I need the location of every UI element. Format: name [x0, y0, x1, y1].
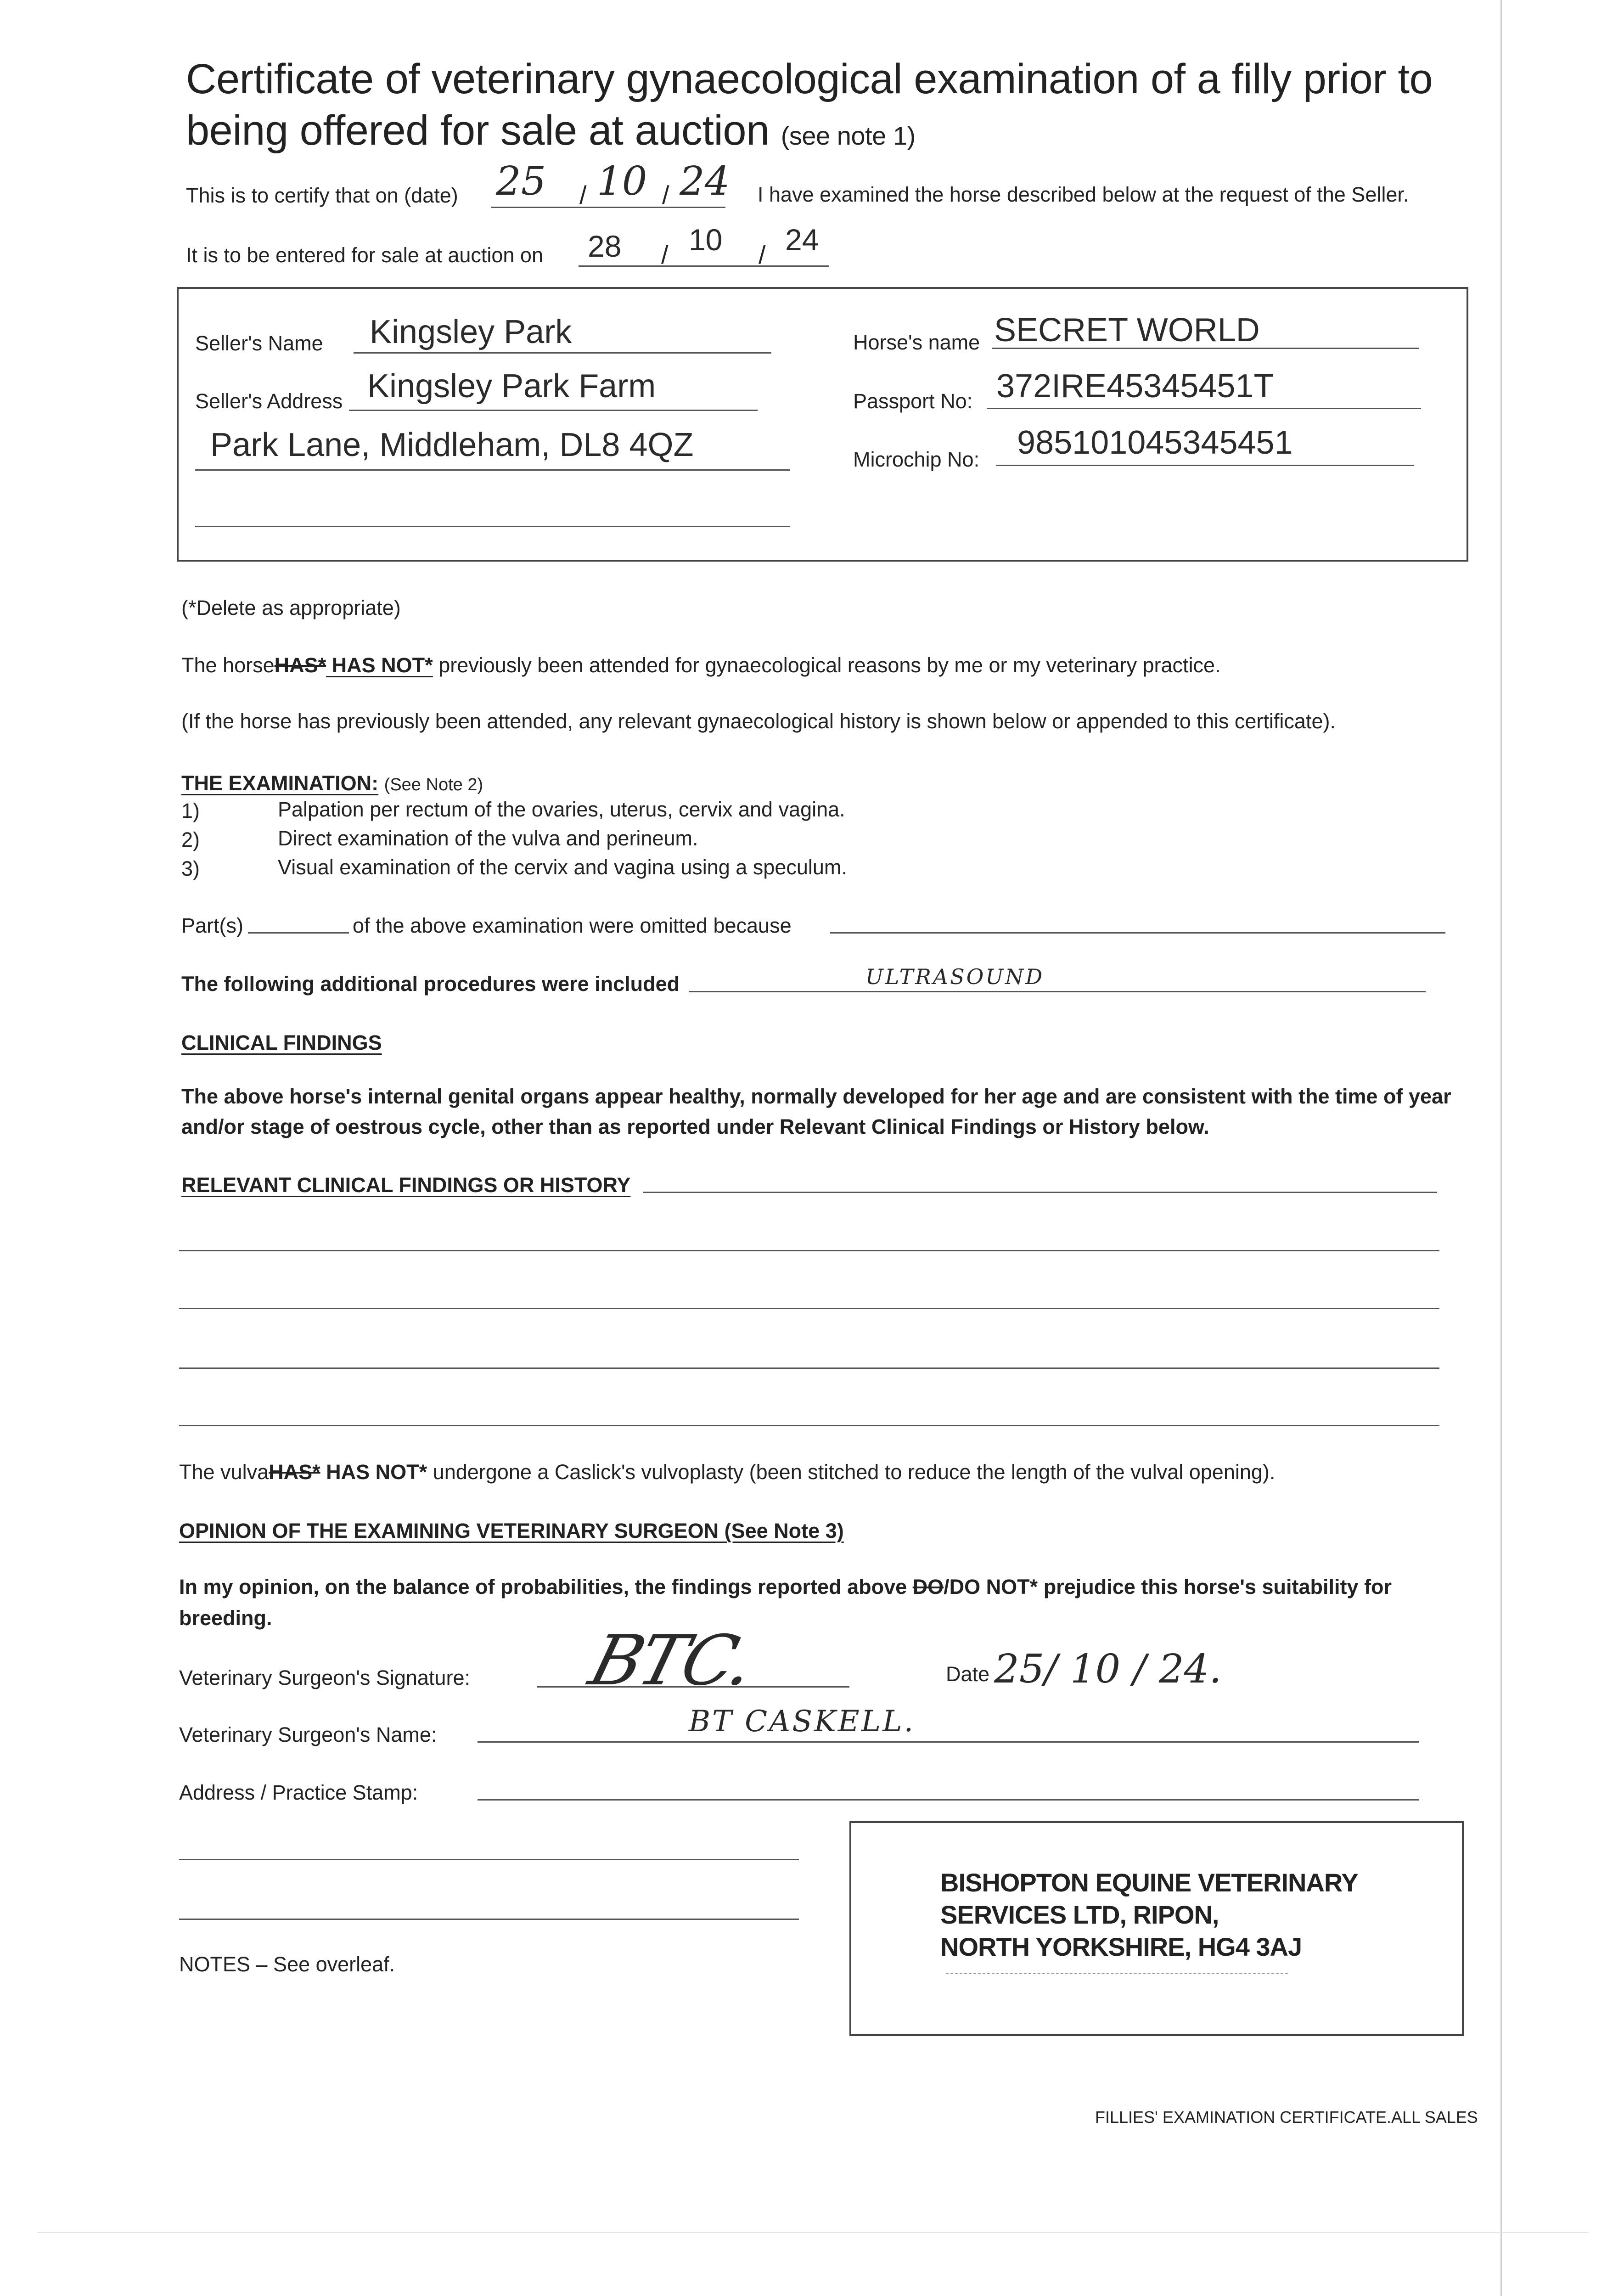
attended-has-not: HAS NOT* [332, 653, 433, 677]
passport-label: Passport No: [853, 389, 973, 413]
auction-month: 10 [689, 223, 723, 257]
relevant-line-4 [179, 1425, 1439, 1426]
relevant-line-2 [179, 1308, 1439, 1309]
seller-address-line-2-rule [195, 469, 790, 471]
stamp-line-3: NORTH YORKSHIRE, HG4 3AJ [940, 1932, 1302, 1961]
additional-line [689, 991, 1426, 992]
certify-month: 10 [597, 158, 647, 204]
opinion-do-struck: DO [912, 1575, 944, 1598]
omitted-prefix: Part(s) [181, 914, 243, 937]
certify-sep-2: / [662, 180, 669, 209]
opinion-prefix: In my opinion, on the balance of probabilities, the findings reported above [179, 1575, 907, 1598]
relevant-line-3 [179, 1367, 1439, 1369]
examination-heading: THE EXAMINATION: [181, 771, 379, 795]
relevant-heading: RELEVANT CLINICAL FINDINGS OR HISTORY [181, 1173, 631, 1197]
horse-name-line [992, 348, 1419, 349]
auction-day: 28 [588, 229, 622, 263]
exam-item-1-num: 1) [181, 799, 200, 822]
certify-suffix: I have examined the horse described below at the request of the Seller. [758, 183, 1409, 206]
exam-item-3-text: Visual examination of the cervix and vagina using a speculum. [278, 855, 847, 879]
seller-address-label: Seller's Address [195, 389, 343, 413]
exam-item-1-text: Palpation per rectum of the ovaries, uterus, cervix and vagina. [278, 798, 845, 821]
opinion-suffix: prejudice this horse's suitability for [1043, 1575, 1392, 1598]
vulva-has-not: HAS NOT* [326, 1460, 427, 1484]
seller-address-line-2: Park Lane, Middleham, DL8 4QZ [210, 427, 694, 463]
opinion-line-2: breeding. [179, 1606, 272, 1630]
title-line-2-text: being offered for sale at auction [186, 107, 770, 154]
additional-label: The following additional procedures were included [181, 972, 680, 996]
relevant-line-1 [179, 1250, 1439, 1251]
seller-name: Kingsley Park [370, 314, 572, 350]
scan-edge-right [1500, 0, 1502, 2296]
title-line-1: Certificate of veterinary gynaecological examination of a filly prior to [186, 56, 1433, 102]
footer: FILLIES' EXAMINATION CERTIFICATE.ALL SALES [1095, 2108, 1478, 2127]
certify-date-line [491, 207, 725, 208]
signature-date: 25/ 10 / 24. [994, 1646, 1222, 1692]
exam-item-2-text: Direct examination of the vulva and perineum. [278, 827, 698, 850]
auction-prefix: It is to be entered for sale at auction on [186, 243, 543, 267]
vet-name-line [478, 1741, 1419, 1743]
omitted-reason-line [830, 932, 1445, 934]
clinical-statement-1: The above horse's internal genital organs appear healthy, normally developed for her age and are consistent with the time of year [181, 1085, 1451, 1108]
vulva-line [179, 1460, 1275, 1484]
examination-heading-note: (See Note 2) [384, 775, 483, 794]
opinion-heading: OPINION OF THE EXAMINING VETERINARY SURGEON (See Note 3) [179, 1519, 844, 1542]
microchip-line [996, 465, 1414, 466]
history-note: (If the horse has previously been attended, any relevant gynaecological history is shown below or appended to this certificate). [181, 709, 1336, 733]
vet-name-label: Veterinary Surgeon's Name: [179, 1723, 437, 1746]
vulva-has-struck: HAS* [269, 1460, 320, 1484]
stamp-line-2: SERVICES LTD, RIPON, [940, 1900, 1219, 1929]
address-line-1 [478, 1799, 1419, 1801]
title-line-2 [186, 106, 916, 161]
auction-sep-2: / [759, 240, 766, 269]
seller-address-line-3-rule [195, 526, 790, 527]
passport-number: 372IRE45345451T [996, 368, 1274, 405]
auction-date-line [579, 265, 829, 267]
attended-line [181, 653, 1221, 677]
auction-sep-1: / [661, 240, 669, 269]
address-stamp-label: Address / Practice Stamp: [179, 1781, 418, 1804]
auction-year: 24 [785, 223, 819, 257]
microchip-number: 985101045345451 [1017, 424, 1293, 461]
seller-address-line-1: Kingsley Park Farm [367, 368, 656, 405]
clinical-statement-2: and/or stage of oestrous cycle, other than as reported under Relevant Clinical Findings or History below. [181, 1115, 1209, 1138]
vet-name-value: BT CASKELL. [689, 1705, 915, 1739]
vulva-prefix: The vulva [179, 1460, 269, 1484]
opinion-do-not: /DO NOT* [944, 1575, 1038, 1598]
opinion-line-1 [179, 1575, 1392, 1599]
examination-heading-row [181, 771, 483, 795]
scan-edge-bottom [37, 2232, 1589, 2233]
notes: NOTES – See overleaf. [179, 1953, 395, 1976]
passport-line [987, 408, 1421, 409]
exam-item-2-num: 2) [181, 828, 200, 851]
seller-name-label: Seller's Name [195, 332, 323, 355]
omitted-parts-line [248, 932, 349, 934]
certify-sep-1: / [579, 180, 587, 209]
seller-name-line [354, 352, 771, 354]
attended-prefix: The horse [181, 653, 275, 677]
title-note: (see note 1) [781, 121, 916, 150]
horse-name-label: Horse's name [853, 331, 980, 354]
vet-signature: BTC. [581, 1621, 761, 1701]
horse-name: SECRET WORLD [994, 312, 1260, 349]
omitted-middle: of the above examination were omitted because [353, 914, 792, 937]
certify-prefix: This is to certify that on (date) [186, 184, 458, 207]
vulva-suffix: undergone a Caslick's vulvoplasty (been stitched to reduce the length of the vulval opening). [433, 1460, 1276, 1484]
attended-has-struck: HAS* [274, 653, 326, 677]
relevant-line-0 [643, 1192, 1437, 1193]
certify-day: 25 [496, 158, 546, 204]
additional-value: ULTRASOUND [865, 964, 1045, 989]
exam-item-3-num: 3) [181, 857, 200, 880]
stamp-line-1: BISHOPTON EQUINE VETERINARY [940, 1868, 1358, 1897]
stamp-underline [946, 1973, 1288, 1974]
seller-address-line-1-rule [349, 410, 758, 411]
attended-suffix: previously been attended for gynaecological reasons by me or my veterinary practice. [438, 653, 1221, 677]
clinical-heading: CLINICAL FINDINGS [181, 1031, 382, 1054]
date-label: Date [946, 1662, 990, 1686]
certify-year: 24 [680, 158, 730, 204]
signature-label: Veterinary Surgeon's Signature: [179, 1666, 470, 1689]
address-line-2 [179, 1859, 799, 1860]
address-line-3 [179, 1919, 799, 1920]
delete-note: (*Delete as appropriate) [181, 596, 401, 619]
microchip-label: Microchip No: [853, 448, 980, 471]
